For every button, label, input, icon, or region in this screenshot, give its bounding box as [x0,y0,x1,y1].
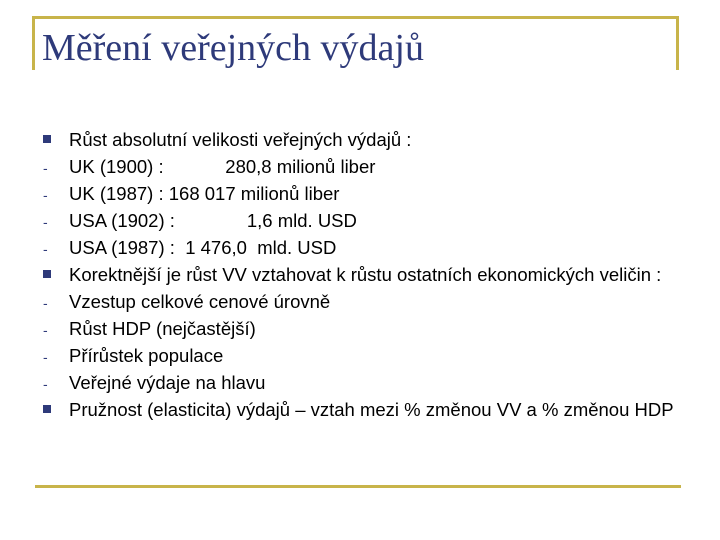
list-item-text: Růst absolutní velikosti veřejných výdajů : [69,129,412,150]
list-item [40,317,680,340]
frame-line-bottom [35,485,681,488]
list-item-text: USA (1987) : 1 476,0 mld. USD [69,237,337,258]
square-bullet-icon [43,270,51,278]
list-item-text: UK (1987) : 168 017 milionů liber [69,183,340,204]
list-item-text: Pružnost (elasticita) výdajů – vztah mezi % změnou VV a % změnou HDP [69,399,674,420]
list-item-text: Vzestup celkové cenové úrovně [69,291,331,312]
list-item-text: USA (1902) : 1,6 mld. USD [69,210,357,231]
list-item [40,182,680,205]
square-bullet-icon [43,405,51,413]
slide-title: Měření veřejných výdajů [42,27,424,69]
frame-line-right [676,16,679,70]
square-bullet-icon [43,135,51,143]
list-item [40,209,680,232]
dash-bullet-icon: - [43,349,48,365]
frame-line-top [32,16,678,19]
list-item [40,290,680,313]
dash-bullet-icon: - [43,241,48,257]
list-item [40,371,680,394]
list-item [40,263,680,286]
dash-bullet-icon: - [43,322,48,338]
list-item [40,155,680,178]
list-item [40,344,680,367]
dash-bullet-icon: - [43,160,48,176]
list-item [40,128,680,151]
list-item-text: Veřejné výdaje na hlavu [69,372,266,393]
dash-bullet-icon: - [43,214,48,230]
list-item [40,236,680,259]
list-item-text: Růst HDP (nejčastější) [69,318,256,339]
list-item [40,398,680,421]
list-item-text: Korektnější je růst VV vztahovat k růstu ostatních ekonomických veličin : [69,264,662,285]
dash-bullet-icon: - [43,187,48,203]
dash-bullet-icon: - [43,376,48,392]
frame-line-left [32,16,35,70]
list-item-text: Přírůstek populace [69,345,224,366]
dash-bullet-icon: - [43,295,48,311]
list-item-text: UK (1900) : 280,8 milionů liber [69,156,376,177]
bullet-list [40,128,680,425]
